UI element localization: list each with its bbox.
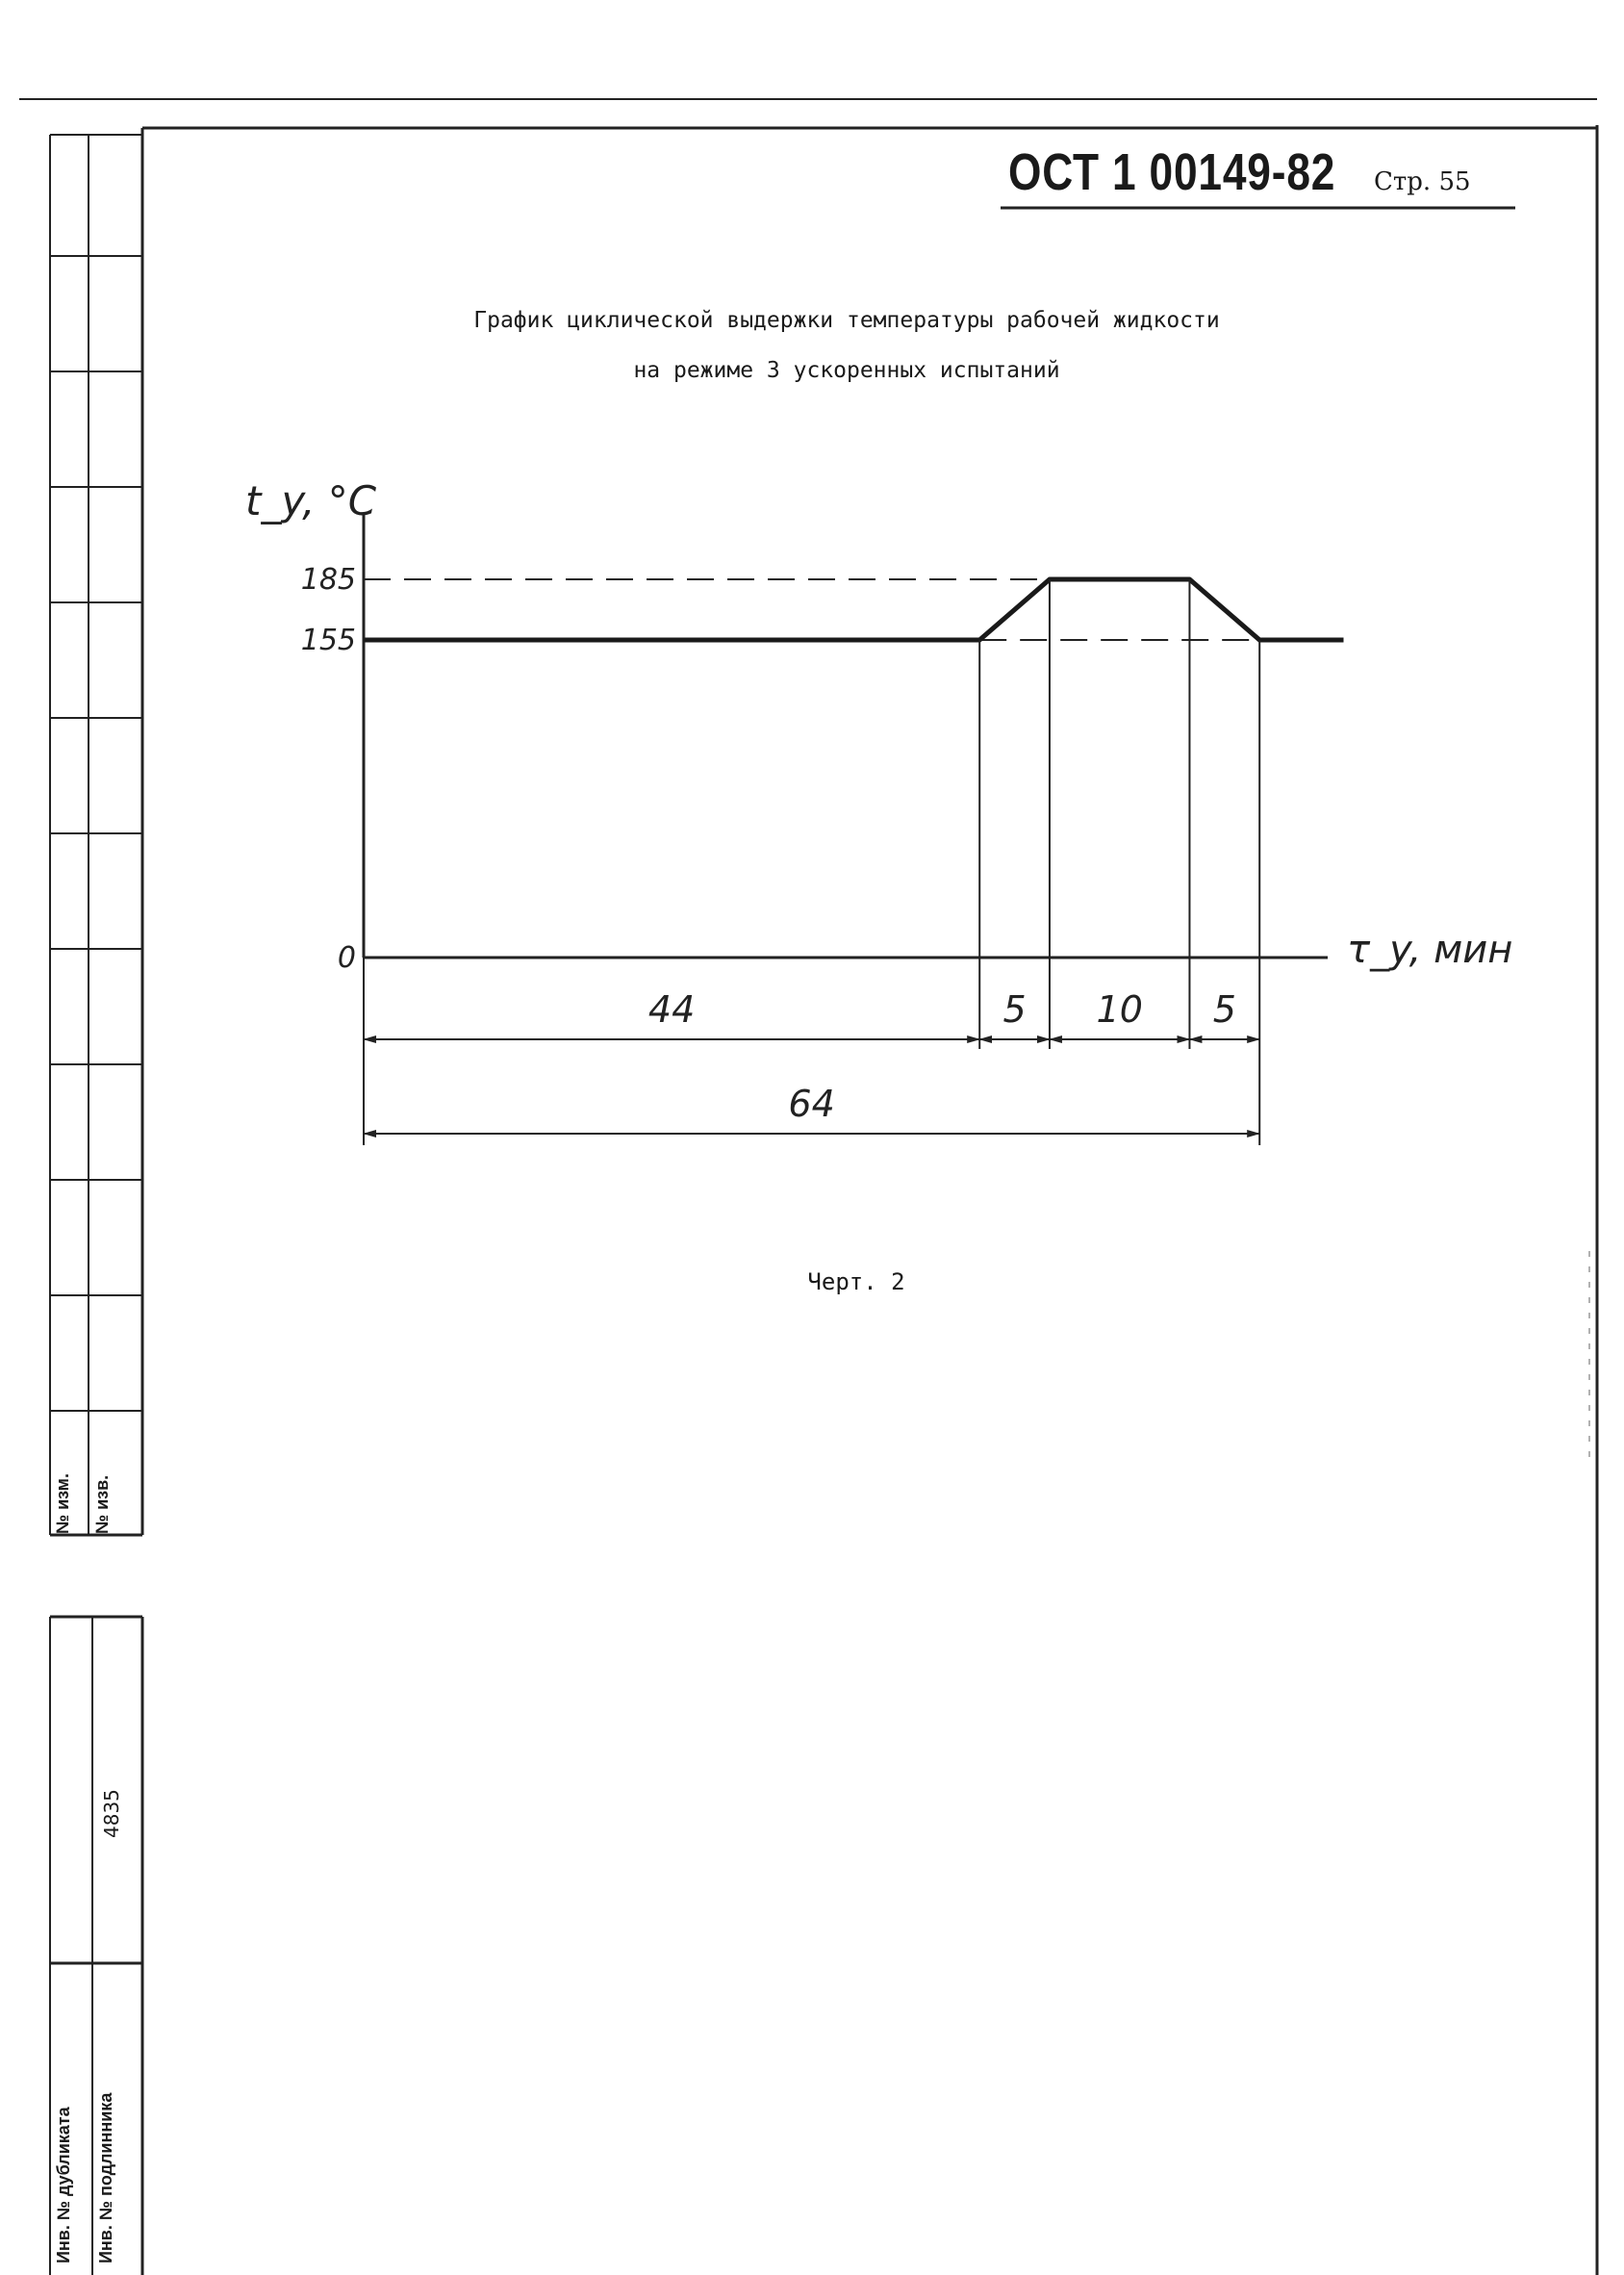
dimension-label-3: 5 <box>1212 988 1236 1031</box>
y-tick-label-155: 155 <box>300 624 356 657</box>
notice-number-label: № изв. <box>92 1474 112 1534</box>
standard-code: ОСТ 1 00149-82 <box>1008 143 1336 201</box>
dimension-label-1: 5 <box>1002 988 1027 1031</box>
original-inventory-label: Инв. № подлинника <box>96 2092 115 2263</box>
inventory-number-value: 4835 <box>100 1789 123 1838</box>
x-axis-label: τ_y, мин <box>1347 928 1513 972</box>
figure-caption: Черт. 2 <box>807 1268 905 1295</box>
page-number: Стр. 55 <box>1374 167 1471 196</box>
dimension-label-4: 64 <box>788 1083 835 1125</box>
chart-title-line2: на режиме 3 ускоренных испытаний <box>633 358 1060 383</box>
y-axis-label: t_y, °C <box>245 477 377 524</box>
change-number-label: № изм. <box>53 1473 72 1534</box>
chart-title-line1: График циклической выдержки температуры рабочей жидкости <box>473 308 1220 333</box>
y-tick-label-0: 0 <box>337 941 356 975</box>
dimension-label-0: 44 <box>647 988 696 1031</box>
temperature-series-line <box>364 579 1344 640</box>
dimension-label-2: 10 <box>1096 988 1143 1031</box>
y-tick-label-185: 185 <box>300 563 356 597</box>
duplicate-inventory-label: Инв. № дубликата <box>54 2107 73 2263</box>
